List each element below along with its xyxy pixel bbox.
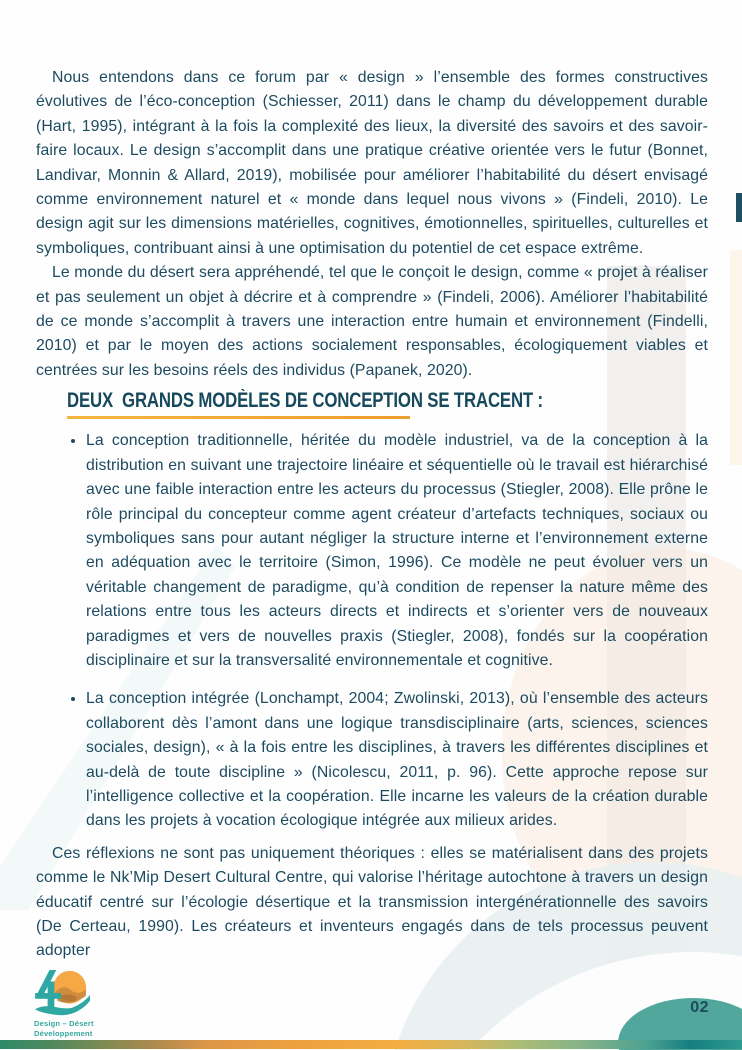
footer-logo	[34, 969, 144, 1048]
paragraph-intro: Nous entendons dans ce forum par « design » l’ensemble des formes constructives évolutives de l’éco-conception (Schiesser, 2011) dans le champ du développement durable (Hart, 1995), intégrant à la fois la complexité des lieux, la diversité des savoirs et des savoir-faire locaux. Le design s’accomplit dans une pratique créative orientée vers le futur (Bonnet, Landivar, Monnin & Allard, 2019), mobilisée pour améliorer l’habitabilité du désert envisagé comme environnement naturel et « monde dans lequel nous vivons » (Findeli, 2010). Le design agit sur les dimensions matérielles, cognitives, émotionnelles, spirituelles, culturelles et symboliques, contribuant ainsi à une optimisation du potentiel de cet espace extrême.	[36, 69, 708, 257]
list-item-conception-traditionnelle: • La conception traditionnelle, héritée du modèle industriel, va de la conception à la distribution en suivant une trajectoire linéaire et séquentielle où le travail est hiérarchisé avec une faible interaction entre les acteurs du processus (Stiegler, 2008). Elle prône le rôle principal du concepteur comme agent créateur d’artefacts techniques, sociaux ou symboliques sans pour autant négliger la structure interne et l’environnement externe en adéquation avec le territoire (Simon, 1996). Ce modèle ne peut évoluer vers un véritable changement de paradigme, qu’à condition de repenser la nature même des relations entre tous les acteurs directs et indirects et s’orienter vers de nouveaux paradigmes et vers de nouvelles praxis (Stiegler, 2008), fondés sur la coopération disciplinaire et sur la transversalité environnementale et cognitive.	[86, 429, 708, 673]
page-number: 02	[690, 999, 709, 1016]
heading-underline	[67, 416, 410, 419]
section-heading: DEUX GRANDS MODÈLES DE CONCEPTION SE TRACENT :	[67, 389, 543, 413]
paragraph-reflexions: Ces réflexions ne sont pas uniquement théoriques : elles se matérialisent dans des projets comme le Nk’Mip Desert Cultural Centre, qui valorise l’héritage autochtone à travers un design éducatif centré sur l’écologie désertique et la transmission intergénérationnelle des savoirs (De Certeau, 1990). Les créateurs et inventeurs engagés dans de tels processus peuvent adopter	[36, 844, 708, 960]
logo-text-line1: Design – Désert	[34, 1019, 94, 1028]
logo-text-line2: Développement	[34, 1028, 93, 1038]
logo-4d-icon	[34, 969, 92, 1019]
section-heading-block	[67, 389, 708, 419]
list-item-conception-integree: • La conception intégrée (Lonchampt, 2004; Zwolinski, 2013), où l’ensemble des acteurs collaborent dès l’amont dans une logique transdisciplinaire (arts, sciences, sciences sociales, design), « à la fois entre les disciplines, à travers les différentes disciplines et au-delà de toute discipline » (Nicolescu, 2011, p. 96). Cette approche repose sur l’intelligence collective et la coopération. Elle incarne les valeurs de la création durable dans les projets à vocation écologique intégrée aux milieux arides.	[86, 687, 708, 833]
models-list	[70, 429, 708, 834]
bottom-gradient-bar	[0, 1040, 742, 1049]
paragraph-monde-desert: Le monde du désert sera appréhendé, tel que le conçoit le design, comme « projet à réaliser et pas seulement un objet à décrire et à comprendre » (Findeli, 2006). Améliorer l’habitabilité de ce monde s’accomplit à travers une interaction entre humain et environnement (Findelli, 2010) et par le moyen des actions socialement responsables, écologiquement viables et centrées sur les besoins réels des individus (Papanek, 2020).	[36, 264, 708, 379]
